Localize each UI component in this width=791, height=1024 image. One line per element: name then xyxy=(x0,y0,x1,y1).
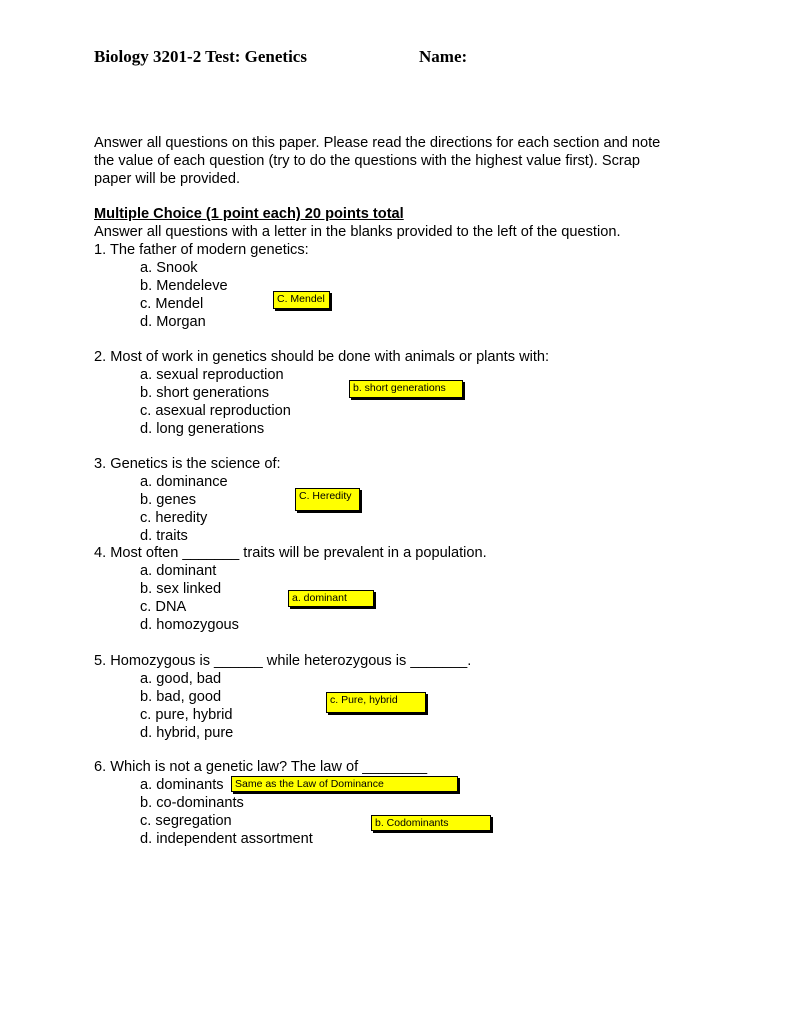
answer-option: d. long generations xyxy=(140,421,265,437)
answer-option: a. dominant xyxy=(140,563,217,579)
question-prompt: 5. Homozygous is ______ while heterozygous is _______. xyxy=(94,653,472,669)
answer-option: c. segregation xyxy=(140,813,232,829)
answer-option: d. Morgan xyxy=(140,314,206,330)
answer-option: c. DNA xyxy=(140,599,187,615)
question-prompt: 4. Most often _______ traits will be prevalent in a population. xyxy=(94,545,487,561)
section-heading: Multiple Choice (1 point each) 20 points total xyxy=(94,206,404,222)
answer-option: b. Mendeleve xyxy=(140,278,228,294)
answer-note: Same as the Law of Dominance xyxy=(231,776,458,792)
answer-option: c. Mendel xyxy=(140,296,204,312)
answer-option: b. co-dominants xyxy=(140,795,244,811)
answer-option: b. short generations xyxy=(140,385,269,401)
intro-line: the value of each question (try to do the questions with the highest value first). Scrap xyxy=(94,153,640,169)
answer-option: a. dominants xyxy=(140,777,224,793)
answer-option: a. dominance xyxy=(140,474,228,490)
intro-line: paper will be provided. xyxy=(94,171,241,187)
question-prompt: 1. The father of modern genetics: xyxy=(94,242,309,258)
answer-option: d. traits xyxy=(140,528,188,544)
answer-option: a. sexual reproduction xyxy=(140,367,284,383)
page-title: Biology 3201-2 Test: Genetics xyxy=(94,47,307,66)
answer-option: d. homozygous xyxy=(140,617,239,633)
answer-option: c. heredity xyxy=(140,510,208,526)
answer-option: c. asexual reproduction xyxy=(140,403,291,419)
question-prompt: 3. Genetics is the science of: xyxy=(94,456,281,472)
answer-option: d. hybrid, pure xyxy=(140,725,234,741)
answer-option: c. pure, hybrid xyxy=(140,707,233,723)
answer-option: a. Snook xyxy=(140,260,198,276)
answer-note: a. dominant xyxy=(288,590,374,607)
answer-note: b. Codominants xyxy=(371,815,491,831)
answer-option: b. sex linked xyxy=(140,581,222,597)
answer-note: C. Mendel xyxy=(273,291,330,309)
name-label: Name: xyxy=(419,47,468,66)
question-prompt: 2. Most of work in genetics should be done with animals or plants with: xyxy=(94,349,550,365)
section-instructions: Answer all questions with a letter in the blanks provided to the left of the question. xyxy=(94,224,621,240)
question-prompt: 6. Which is not a genetic law? The law of ________ xyxy=(94,759,428,775)
answer-option: b. genes xyxy=(140,492,196,508)
intro-paragraph xyxy=(94,134,714,188)
answer-option: b. bad, good xyxy=(140,689,222,705)
answer-option: a. good, bad xyxy=(140,671,222,687)
answer-note: b. short generations xyxy=(349,380,463,398)
intro-line: Answer all questions on this paper. Please read the directions for each section and note xyxy=(94,135,661,151)
answer-note: C. Heredity xyxy=(295,488,360,511)
answer-note: c. Pure, hybrid xyxy=(326,692,426,713)
answer-option: d. independent assortment xyxy=(140,831,313,847)
